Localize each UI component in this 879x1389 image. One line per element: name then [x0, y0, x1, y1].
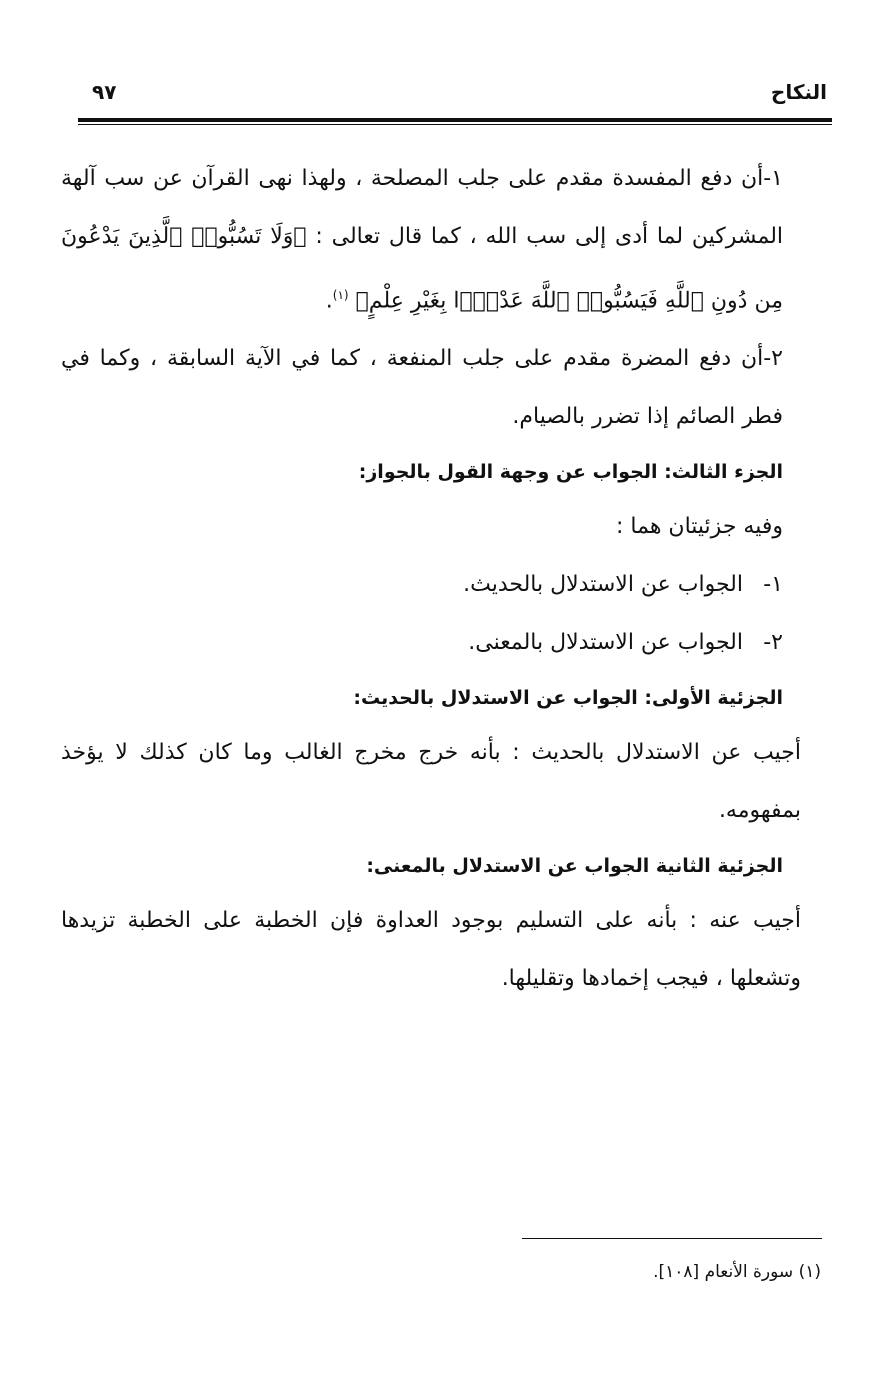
list-item — [61, 614, 801, 672]
footnote-ref: (١) — [332, 288, 349, 302]
list-text: الجواب عن الاستدلال بالمعنى. — [468, 630, 743, 656]
page-number: ٩٧ — [92, 80, 117, 104]
paragraph-5: أجيب عنه : بأنه على التسليم بوجود العداوة فإن الخطبة على الخطبة تزيدها وتشعلها ، فيجب إخمادها وتقليلها. — [61, 908, 801, 992]
list-number: ٢- — [763, 630, 783, 656]
running-title: النكاح — [770, 80, 827, 104]
paragraph-4: أجيب عن الاستدلال بالحديث : بأنه خرج مخرج الغالب وما كان كذلك لا يؤخذ بمفهومه. — [61, 740, 801, 824]
header-rule — [78, 118, 832, 122]
paragraph-1-end: . — [325, 288, 333, 314]
list-item — [61, 556, 801, 614]
paragraph-3: وفيه جزئيتان هما : — [616, 514, 783, 540]
list-number: ١- — [763, 572, 783, 598]
paragraph-2: ٢-أن دفع المضرة مقدم على جلب المنفعة ، كما في الآية السابقة ، وكما في فطر الصائم إذا تضرر بالصيام. — [61, 346, 783, 430]
paragraph-1 — [61, 150, 801, 330]
footnote: (١) سورة الأنعام [١٠٨]. — [653, 1262, 821, 1282]
subsection-heading-2: الجزئية الثانية الجواب عن الاستدلال بالمعنى: — [366, 855, 783, 878]
quran-verse: ﴿وَلَا تَسُبُّوا۟ ٱلَّذِينَ يَدْعُونَ مِن دُونِ ٱللَّهِ فَيَسُبُّوا۟ ٱللَّهَ عَدْوًۢا بِغَيْرِ عِلْمٍ﴾ — [61, 224, 783, 314]
subsection-heading-1: الجزئية الأولى: الجواب عن الاستدلال بالحديث: — [353, 687, 783, 710]
header-rule-thin — [78, 124, 832, 125]
paragraph-1-text: ١-أن دفع المفسدة مقدم على جلب المصلحة ، ولهذا نهى القرآن عن سب آلهة المشركين لما أدى إلى سب الله ، كما قال تعالى : — [61, 166, 784, 249]
body-text — [61, 150, 801, 1008]
footnote-rule — [522, 1238, 822, 1239]
section-heading-3: الجزء الثالث: الجواب عن وجهة القول بالجواز: — [358, 461, 783, 484]
list-text: الجواب عن الاستدلال بالحديث. — [463, 572, 743, 598]
